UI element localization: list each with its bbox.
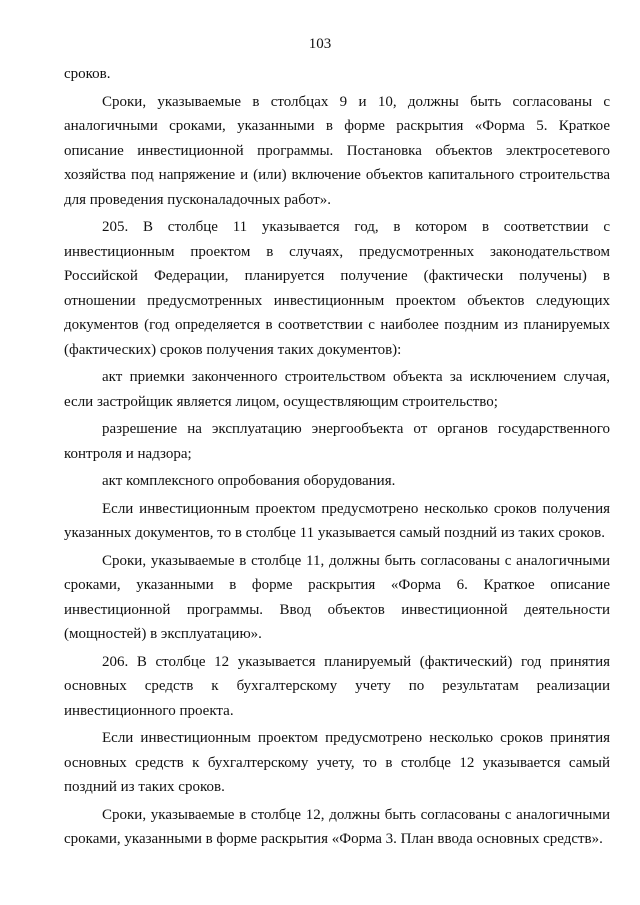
paragraph-latest-deadline-column-11: Если инвестиционным проектом предусмотрено несколько сроков получения указанных документов, то в столбце 11 указывается самый поздний из таких сроков. [64, 500, 610, 541]
list-item-acceptance-act: акт приемки законченного строительством объекта за исключением случая, если застройщик является лицом, осуществляющим строительство; [64, 369, 610, 410]
paragraph-205: 205. В столбце 11 указывается год, в котором в соответствии с инвестиционным проектом в случаях, предусмотренных законодательством Российской Федерации, планируется получение (фактически получены) в отношении предусмотренных инвестиционным проектом объектов следующих документов (год определяется в соответствии с наиболее поздним из планируемых (фактических) сроков получения таких документов): [64, 219, 610, 358]
paragraph-latest-deadline-column-12: Если инвестиционным проектом предусмотрено несколько сроков принятия основных средств к бухгалтерскому учету, то в столбце 12 указывается самый поздний из таких сроков. [64, 730, 610, 795]
paragraph-deadlines-column-12: Сроки, указываемые в столбце 12, должны быть согласованы с аналогичными сроками, указанными в форме раскрытия «Форма 3. План ввода основных средств». [64, 806, 610, 847]
paragraph-206: 206. В столбце 12 указывается планируемый (фактический) год принятия основных средств к бухгалтерскому учету по результатам реализации инвестиционного проекта. [64, 653, 610, 719]
paragraph-continuation: сроков. [64, 66, 111, 82]
list-item-testing-act: акт комплексного опробования оборудования. [102, 473, 396, 489]
document-body [64, 62, 610, 852]
list-item-operation-permit: разрешение на эксплуатацию энергообъекта от органов государственного контроля и надзора; [64, 421, 610, 462]
page-number: 103 [308, 36, 332, 52]
paragraph-deadlines-columns-9-10: Сроки, указываемые в столбцах 9 и 10, должны быть согласованы с аналогичными сроками, указанными в форме раскрытия «Форма 5. Краткое описание инвестиционной программы. Постановка объектов электросетевого хозяйства под напряжение и (или) включение объектов капитального строительства для проведения пусконаладочных работ». [64, 93, 610, 208]
paragraph-deadlines-column-11: Сроки, указываемые в столбце 11, должны быть согласованы с аналогичными сроками, указанными в форме раскрытия «Форма 6. Краткое описание инвестиционной программы. Ввод объектов инвестиционной деятельности (мощностей) в эксплуатацию». [64, 552, 610, 642]
